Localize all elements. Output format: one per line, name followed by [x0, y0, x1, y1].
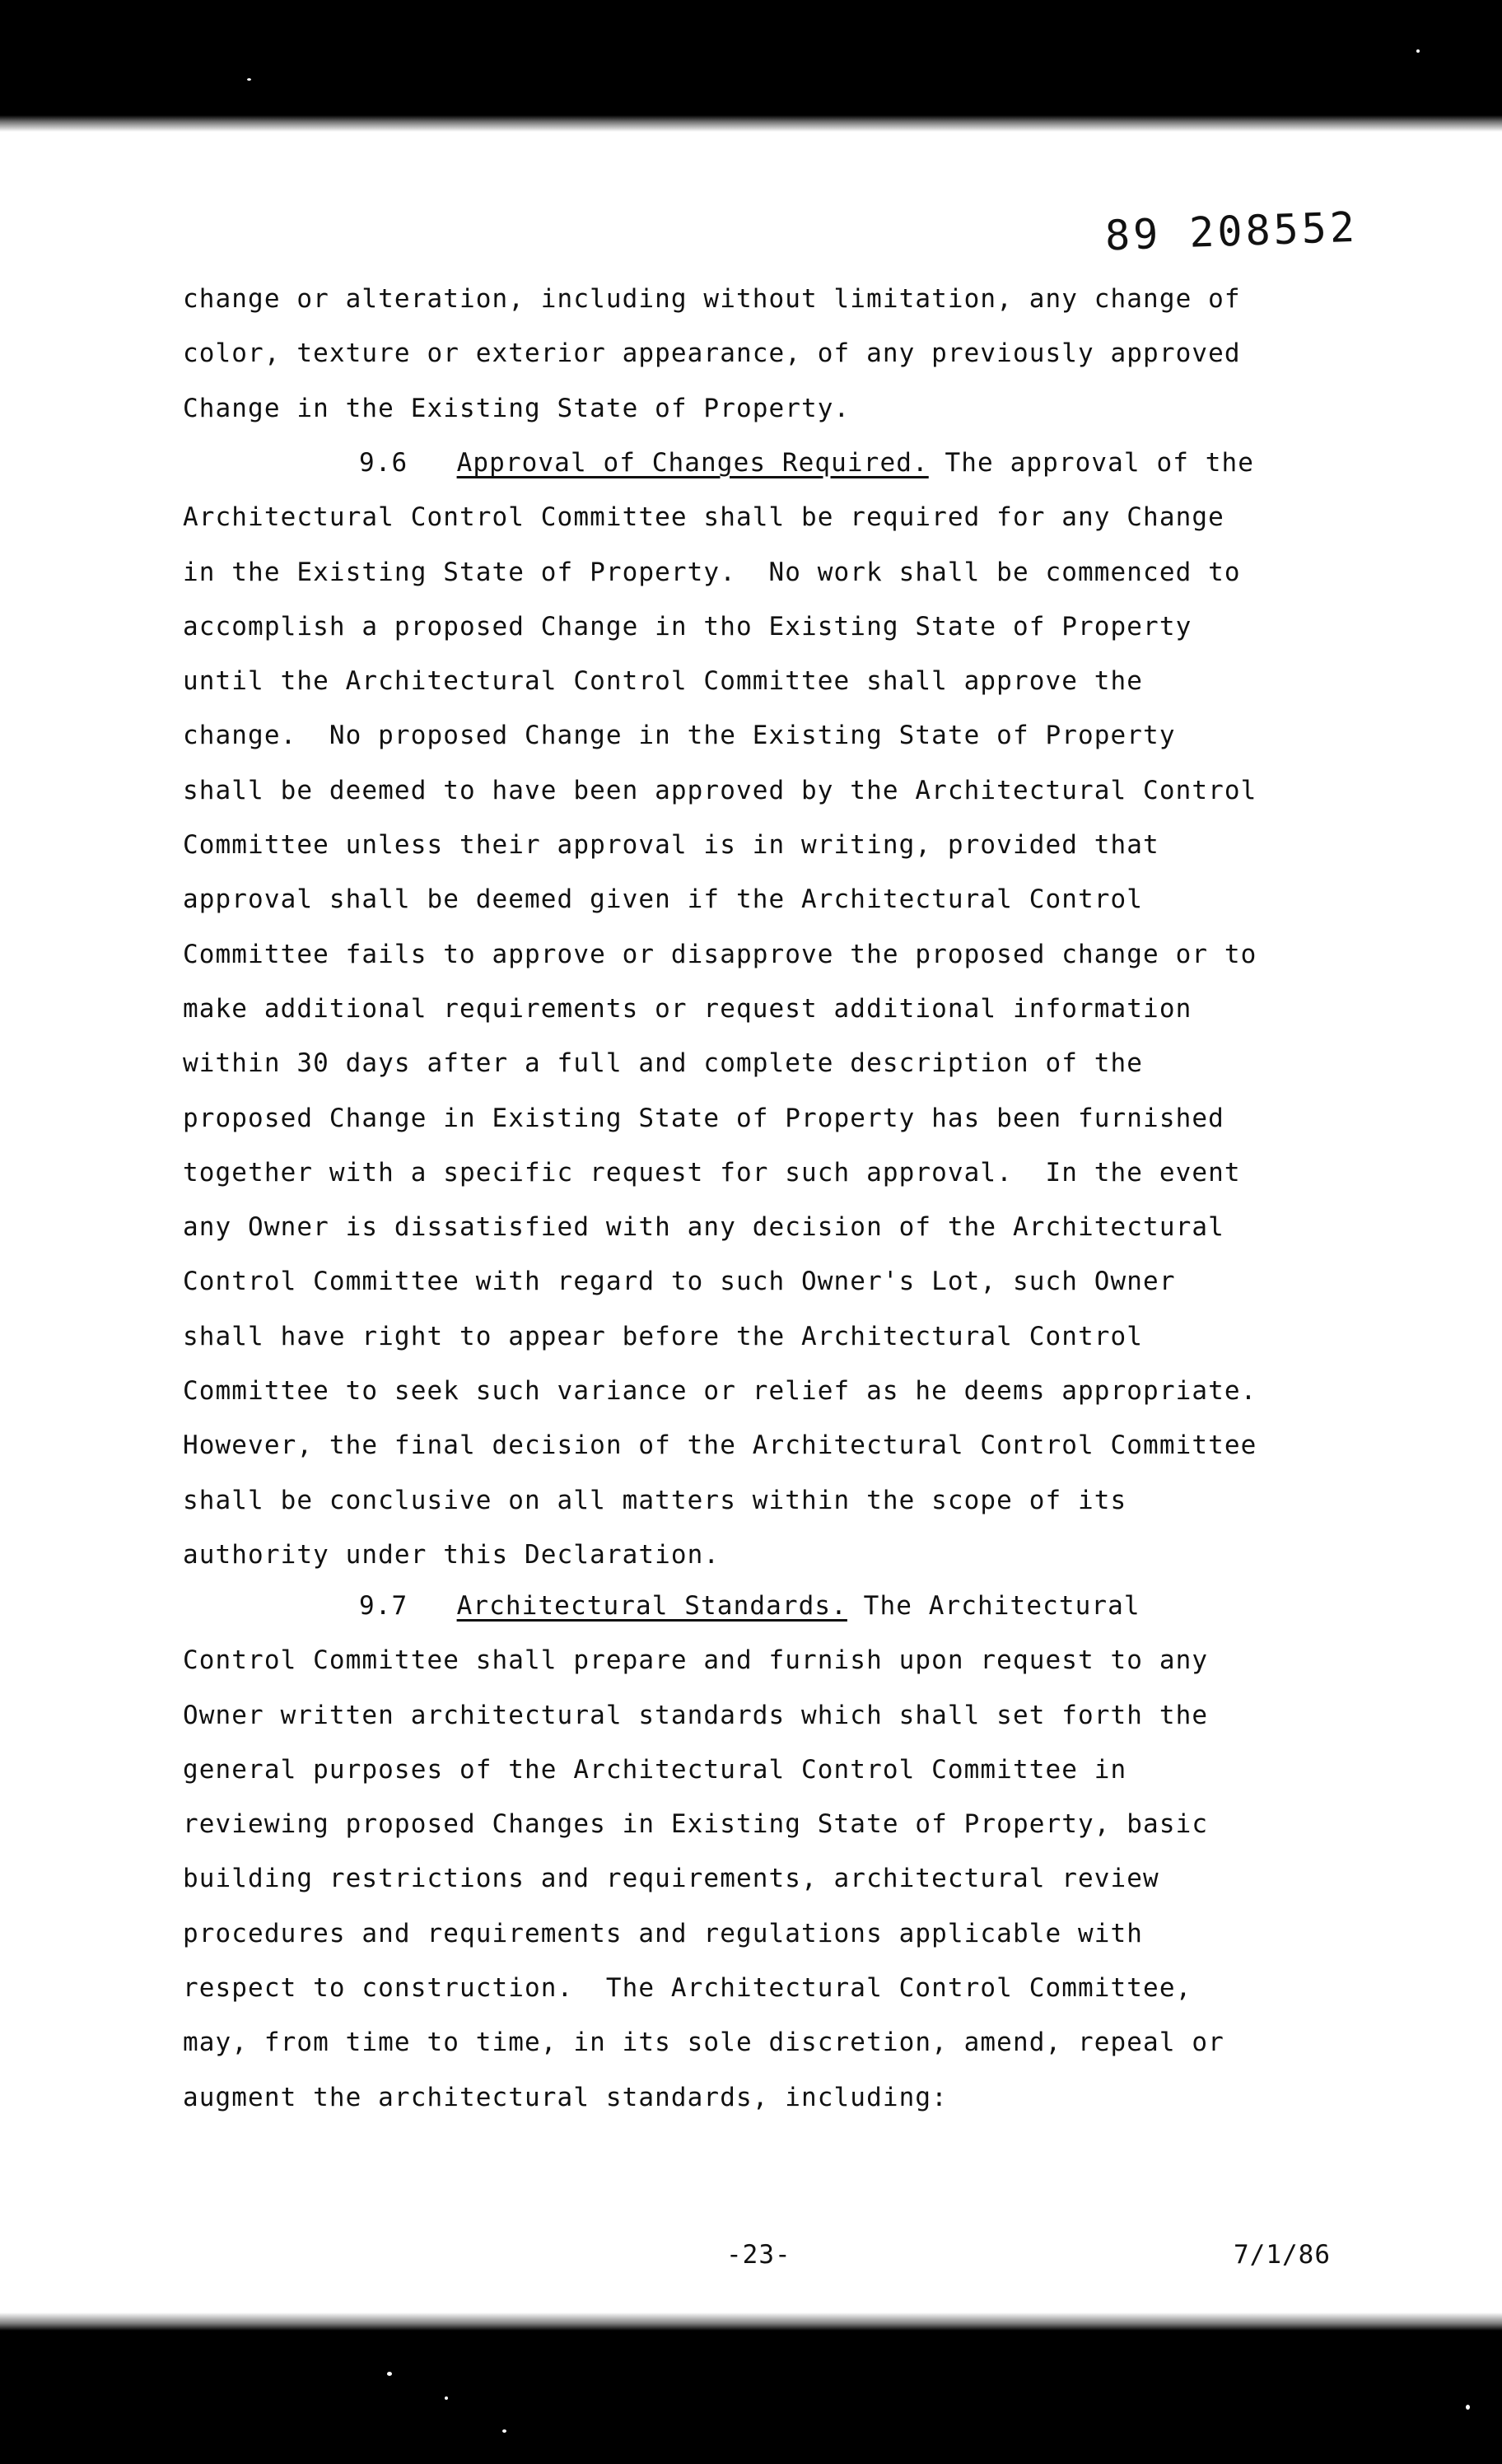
- section-heading: Approval of Changes Required.: [456, 448, 929, 478]
- section-9-7-first-line: [183, 1579, 1352, 1633]
- text-line: However, the final decision of the Architectural Control Committee: [183, 1430, 1257, 1461]
- text-line: Committee fails to approve or disapprove the proposed change or to: [183, 939, 1257, 969]
- text-line: change or alteration, including without limitation, any change of: [183, 284, 1241, 314]
- text-line: Change in the Existing State of Property.: [183, 393, 851, 423]
- scan-speckle: [1466, 2405, 1470, 2410]
- text-line: color, texture or exterior appearance, of any previously approved: [183, 338, 1241, 369]
- text-line: shall be conclusive on all matters within the scope of its: [183, 1485, 1127, 1515]
- revision-date: 7/1/86: [1234, 2240, 1331, 2270]
- text-line: accomplish a proposed Change in tho Existing State of Property: [183, 611, 1192, 642]
- section-number: 9.7: [359, 1591, 408, 1621]
- text-line: Committee to seek such variance or relief as he deems appropriate.: [183, 1376, 1257, 1407]
- text-line: The Architectural: [847, 1591, 1140, 1621]
- scan-speckle: [502, 2429, 506, 2433]
- text-line: building restrictions and requirements, architectural review: [183, 1864, 1159, 1894]
- scan-speckle: [445, 2396, 448, 2400]
- text-line: Architectural Control Committee shall be required for any Change: [183, 502, 1224, 533]
- scan-speckle: [387, 2372, 392, 2376]
- text-line: approval shall be deemed given if the Architectural Control: [183, 884, 1144, 915]
- text-line: procedures and requirements and regulations applicable with: [183, 1918, 1144, 1948]
- text-line: within 30 days after a full and complete description of the: [183, 1048, 1144, 1079]
- document-number: 89 208552: [1104, 203, 1359, 260]
- text-line: reviewing proposed Changes in Existing State of Property, basic: [183, 1809, 1209, 1840]
- text-line: Control Committee shall prepare and furnish upon request to any: [183, 1645, 1209, 1676]
- section-heading: Architectural Standards.: [456, 1591, 847, 1621]
- text-line: shall be deemed to have been approved by the Architectural Control: [183, 775, 1257, 805]
- scan-border-bottom: [0, 2331, 1502, 2464]
- text-line: authority under this Declaration.: [183, 1539, 721, 1570]
- section-9-6: [183, 436, 1352, 1582]
- text-line: in the Existing State of Property. No work shall be commenced to: [183, 557, 1241, 587]
- scan-border-bottom-edge: [0, 2312, 1502, 2331]
- text-line: augment the architectural standards, including:: [183, 2082, 948, 2112]
- scan-border-top-edge: [0, 115, 1502, 132]
- text-line: general purposes of the Architectural Control Committee in: [183, 1754, 1127, 1785]
- scan-speckle: [247, 78, 251, 81]
- text-line: change. No proposed Change in the Existing State of Property: [183, 721, 1176, 751]
- scan-border-top: [0, 0, 1502, 115]
- text-line: any Owner is dissatisfied with any decision of the Architectural: [183, 1212, 1224, 1243]
- text-line: until the Architectural Control Committee shall approve the: [183, 666, 1144, 697]
- intro-paragraph: [183, 272, 1352, 436]
- section-9-6-first-line: [183, 436, 1352, 490]
- text-line: make additional requirements or request additional information: [183, 993, 1192, 1024]
- text-line: proposed Change in Existing State of Property has been furnished: [183, 1103, 1224, 1133]
- text-line: Committee unless their approval is in writing, provided that: [183, 830, 1159, 861]
- scan-speckle: [1416, 49, 1420, 53]
- text-line: Owner written architectural standards which shall set forth the: [183, 1700, 1209, 1730]
- section-number: 9.6: [359, 448, 408, 478]
- text-line: shall have right to appear before the Architectural Control: [183, 1321, 1144, 1351]
- text-line: The approval of the: [928, 448, 1255, 478]
- page-number: -23-: [726, 2240, 791, 2270]
- section-9-7: [183, 1579, 1352, 2125]
- text-line: may, from time to time, in its sole discretion, amend, repeal or: [183, 2028, 1224, 2058]
- text-line: Control Committee with regard to such Owner's Lot, such Owner: [183, 1267, 1176, 1297]
- text-line: together with a specific request for such approval. In the event: [183, 1157, 1241, 1188]
- text-line: respect to construction. The Architectural Control Committee,: [183, 1973, 1192, 2004]
